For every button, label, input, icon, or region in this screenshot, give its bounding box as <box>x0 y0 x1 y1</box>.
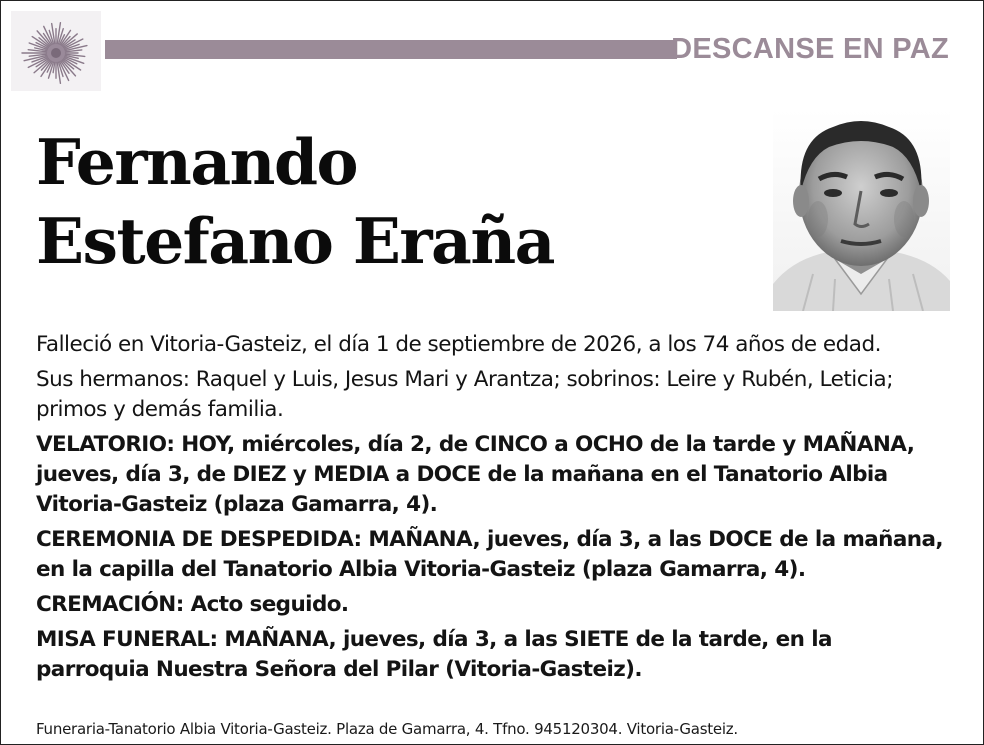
funeral-mass-notice: MISA FUNERAL: MAÑANA, jueves, día 3, a las SIETE de la tarde, en la parroquia Nuestra Señora del Pilar (Vitoria-Gasteiz). <box>36 627 832 682</box>
family-notice: Sus hermanos: Raquel y Luis, Jesus Mari y Arantza; sobrinos: Leire y Rubén, Leticia; primos y demás familia. <box>36 367 893 422</box>
obituary-body <box>36 330 956 690</box>
cremation-notice: CREMACIÓN: Acto seguido. <box>36 592 349 617</box>
header-bar <box>105 40 677 59</box>
header-title: DESCANSE EN PAZ <box>671 33 949 65</box>
deceased-name <box>36 123 554 281</box>
death-notice: Falleció en Vitoria-Gasteiz, el día 1 de septiembre de 2026, a los 74 años de edad. <box>36 332 881 357</box>
portrait-photo <box>773 109 950 311</box>
funeral-home-footer: Funeraria-Tanatorio Albia Vitoria-Gasteiz. Plaza de Gamarra, 4. Tfno. 945120304. Vitoria-Gasteiz. <box>36 720 738 738</box>
deceased-name-line1: Fernando <box>36 125 358 199</box>
wake-notice: VELATORIO: HOY, miércoles, día 2, de CINCO a OCHO de la tarde y MAÑANA, jueves, día 3, de DIEZ y MEDIA a DOCE de la mañana en el Tanatorio Albia Vitoria-Gasteiz (plaza Gamarra, 4). <box>36 432 915 517</box>
thistle-flower-icon <box>11 11 101 91</box>
ceremony-notice: CEREMONIA DE DESPEDIDA: MAÑANA, jueves, día 3, a las DOCE de la mañana, en la capilla del Tanatorio Albia Vitoria-Gasteiz (plaza Gamarra, 4). <box>36 527 943 582</box>
deceased-name-line2: Estefano Eraña <box>36 204 555 278</box>
